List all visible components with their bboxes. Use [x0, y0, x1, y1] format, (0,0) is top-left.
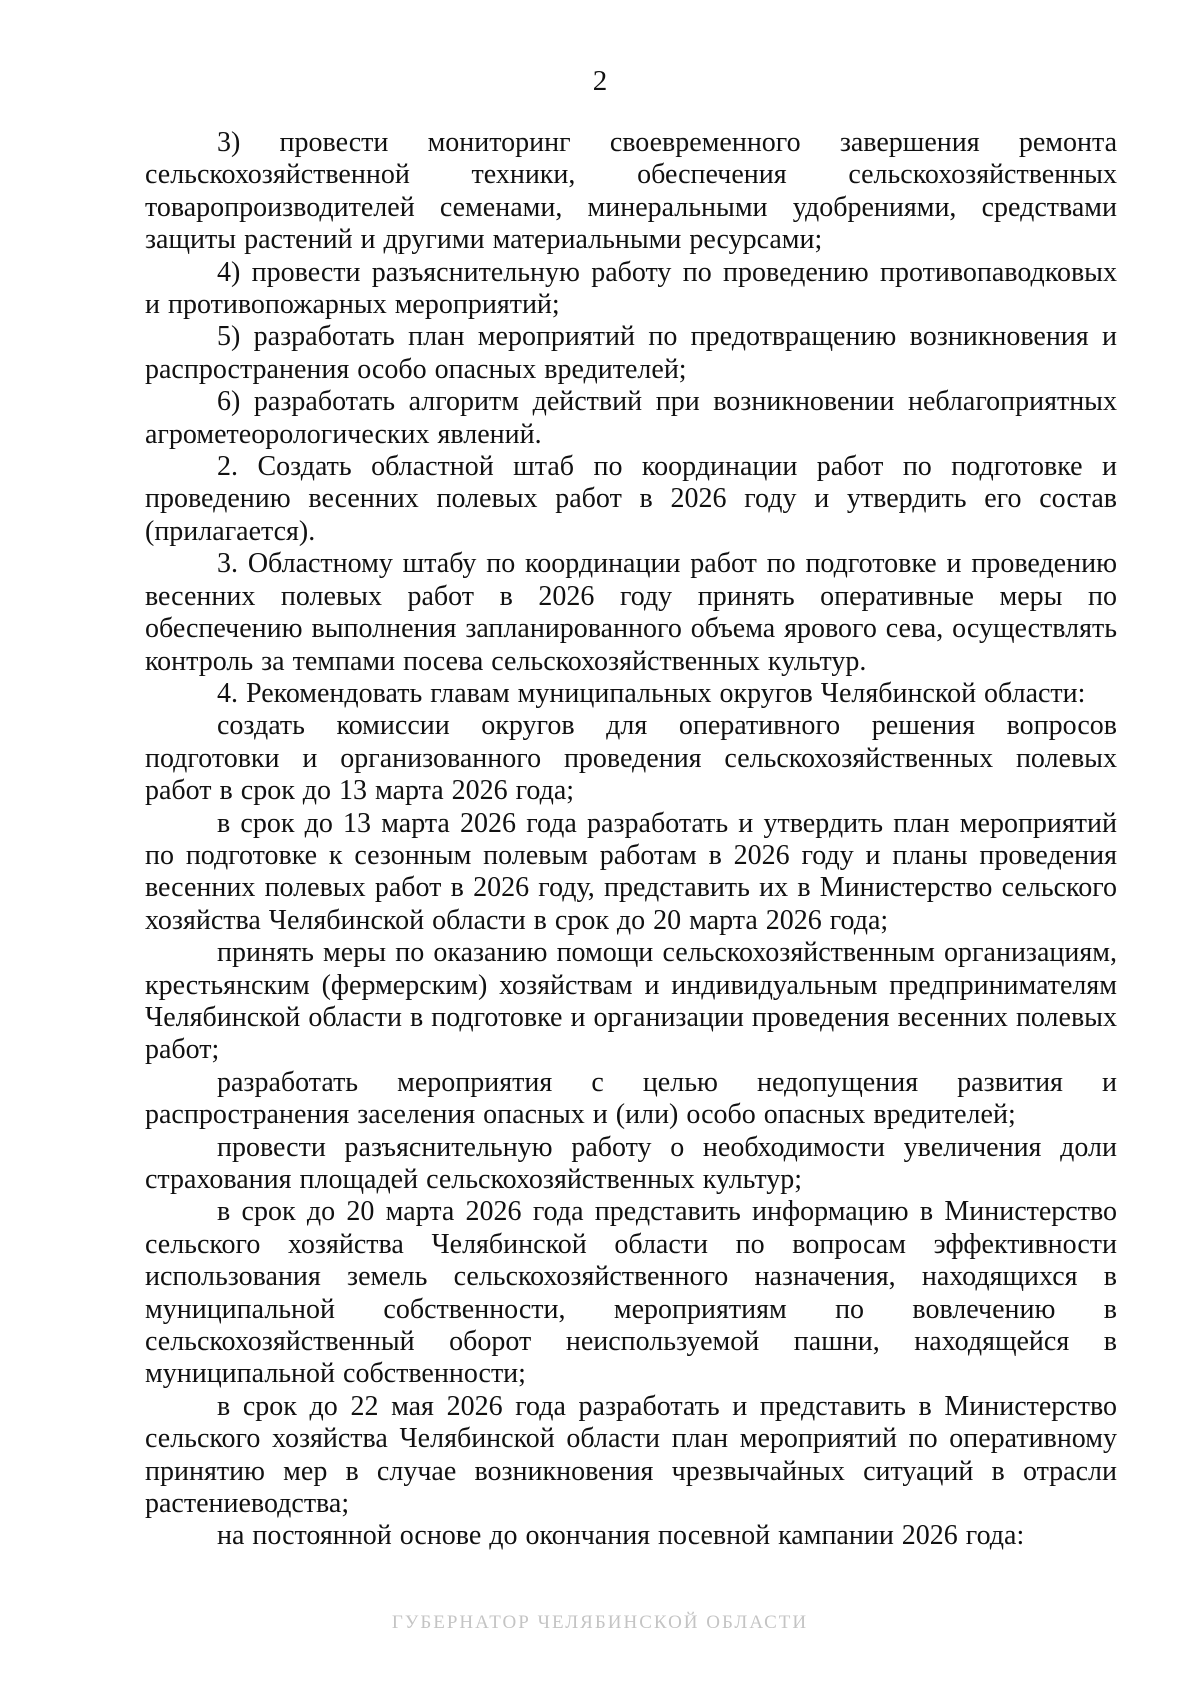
paragraph-commissions: создать комиссии округов для оперативного решения вопросов подготовки и организованного проведения сельскохозяйственных полевых работ в срок до 13 марта 2026 года;	[145, 710, 1117, 807]
paragraph-assistance: принять меры по оказанию помощи сельскохозяйственным организациям, крестьянским (фермерским) хозяйствам и индивидуальным предпринимателям Челябинской области в подготовке и организации проведения весенних полевых работ;	[145, 937, 1117, 1066]
paragraph-pests: разработать мероприятия с целью недопущения развития и распространения заселения опасных и (или) особо опасных вредителей;	[145, 1066, 1117, 1131]
paragraph-plan-march-13: в срок до 13 марта 2026 года разработать и утвердить план мероприятий по подготовке к сезонным полевым работам в 2026 году и планы проведения весенних полевых работ в 2026 году, представить их в Министерство сельского хозяйства Челябинской области в срок до 20 марта 2026 года;	[145, 807, 1117, 936]
paragraph-ongoing: на постоянной основе до окончания посевной кампании 2026 года:	[217, 1520, 1025, 1552]
paragraph-point-3: 3. Областному штабу по координации работ по подготовке и проведению весенних полевых работ в 2026 году принять оперативные меры по обеспечению выполнения запланированного объема ярового сева, осуществлять контроль за темпами посева сельскохозяйственных культур.	[145, 548, 1117, 677]
footer-watermark: ГУБЕРНАТОР ЧЕЛЯБИНСКОЙ ОБЛАСТИ	[391, 1612, 809, 1633]
paragraph-item-5: 5) разработать план мероприятий по предотвращению возникновения и распространения особо опасных вредителей;	[145, 321, 1117, 385]
paragraph-land-info: в срок до 20 марта 2026 года представить информацию в Министерство сельского хозяйства Челябинской области по вопросам эффективности использования земель сельскохозяйственного назначения, находящихся в муниципальной собственности, мероприятиям по вовлечению в сельскохозяйственный оборот неиспользуемой пашни, находящейся в муниципальной собственности;	[145, 1196, 1117, 1390]
paragraph-point-4: 4. Рекомендовать главам муниципальных округов Челябинской области:	[217, 677, 1086, 709]
page-number: 2	[592, 65, 608, 97]
paragraph-insurance: провести разъяснительную работу о необходимости увеличения доли страхования площадей сельскохозяйственных культур;	[145, 1131, 1117, 1195]
paragraph-item-6: 6) разработать алгоритм действий при возникновении неблагоприятных агрометеорологических явлений.	[145, 386, 1117, 450]
paragraph-point-2: 2. Создать областной штаб по координации работ по подготовке и проведению весенних полевых работ в 2026 году и утвердить его состав (прилагается).	[145, 451, 1117, 547]
paragraph-emergency-plan: в срок до 22 мая 2026 года разработать и представить в Министерство сельского хозяйства Челябинской области план мероприятий по оперативному принятию мер в случае возникновения чрезвычайных ситуаций в отрасли растениеводства;	[145, 1390, 1117, 1520]
document-body	[145, 127, 1117, 1553]
paragraph-item-4: 4) провести разъяснительную работу по проведению противопаводковых и противопожарных мероприятий;	[145, 256, 1117, 321]
paragraph-item-3: 3) провести мониторинг своевременного завершения ремонта сельскохозяйственной техники, обеспечения сельскохозяйственных товаропроизводителей семенами, минеральными удобрениями, средствами защиты растений и другими материальными ресурсами;	[145, 127, 1117, 256]
